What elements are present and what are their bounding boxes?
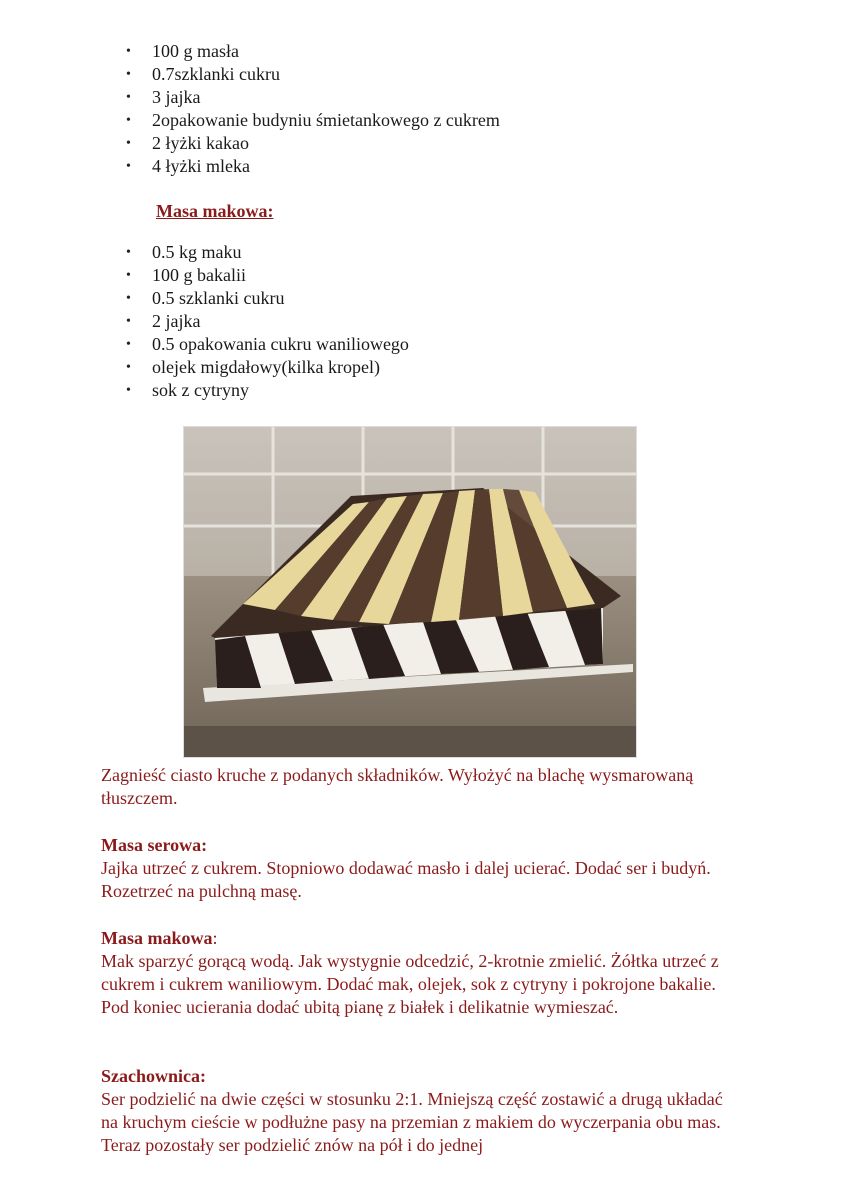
masa-makowa-section [101,927,741,1019]
cake-photo [183,426,637,758]
ingredient-list-poppy [118,241,409,402]
intro-paragraph [101,764,741,810]
masa-makowa-colon: : [212,928,218,948]
list-item: • 3 jajka [126,87,201,107]
list-item: • 0.7szklanki cukru [126,64,280,84]
list-item: • 4 łyżki mleka [126,156,250,176]
masa-makowa-subheading: Masa makowa: [156,201,274,221]
ingredient-list-dough [118,40,500,178]
masa-makowa-heading: Masa makowa [101,928,213,948]
list-item: • 100 g masła [126,41,239,61]
szachownica-section [101,1065,741,1157]
list-item: • 2 jajka [126,311,201,331]
list-item: • sok z cytryny [126,380,249,400]
szachownica-heading: Szachownica: [101,1066,206,1086]
szachownica-text: Ser podzielić na dwie części w stosunku 2:1. Mniejszą część zostawić a drugą układać na kruchym cieście w podłużne pasy na przemian z makiem do wyczerpania obu mas. Teraz pozostały ser podzielić znów na pół i do jednej [101,1089,723,1155]
list-item: • 100 g bakalii [126,265,246,285]
list-item: • 2opakowanie budyniu śmietankowego z cukrem [126,110,500,130]
list-item: • 0.5 kg maku [126,242,242,262]
masa-makowa-text: Mak sparzyć gorącą wodą. Jak wystygnie odcedzić, 2-krotnie zmielić. Żółtka utrzeć z cukrem i cukrem waniliowym. Dodać mak, olejek, sok z cytryny i pokrojone bakalie. Pod koniec ucierania dodać ubitą pianę z białek i delikatnie wymieszać. [101,951,719,1017]
intro-text: Zagnieść ciasto kruche z podanych składników. Wyłożyć na blachę wysmarowaną tłuszczem. [101,765,694,808]
masa-serowa-text: Jajka utrzeć z cukrem. Stopniowo dodawać masło i dalej ucierać. Dodać ser i budyń. Rozetrzeć na pulchną masę. [101,858,711,901]
masa-serowa-heading: Masa serowa: [101,835,208,855]
list-item: • 0.5 opakowania cukru waniliowego [126,334,409,354]
list-item: • olejek migdałowy(kilka kropel) [126,357,380,377]
list-item: • 0.5 szklanki cukru [126,288,285,308]
masa-serowa-section [101,834,741,903]
list-item: • 2 łyżki kakao [126,133,249,153]
